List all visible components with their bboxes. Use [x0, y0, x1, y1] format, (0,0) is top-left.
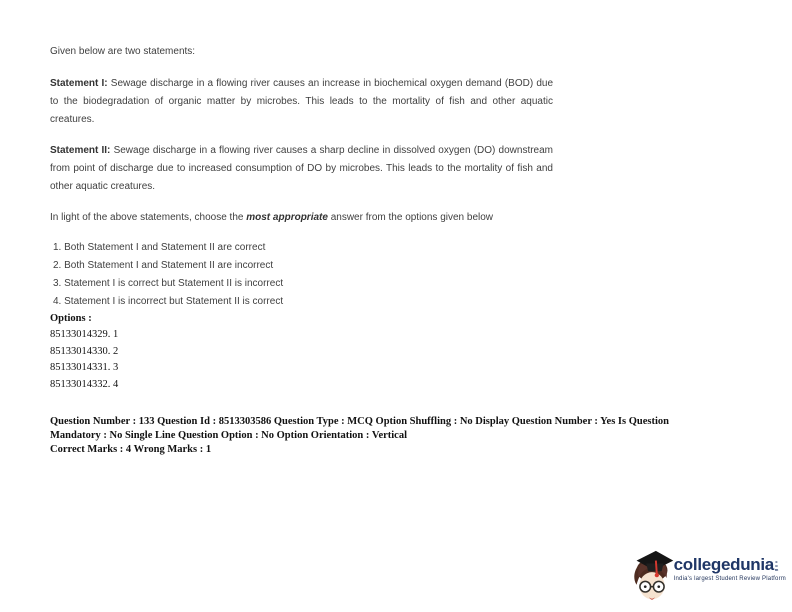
- closing-emphasis: most appropriate: [246, 212, 328, 223]
- question-metadata: Question Number : 133 Question Id : 8513303586 Question Type : MCQ Option Shuffling : No Display Question Number : Yes Is Question Mandatory : No Single Line Question Option : No Option Orientation : Vertical: [50, 416, 669, 441]
- answer-option-1-text: Both Statement I and Statement II are correct: [64, 242, 266, 253]
- statement-1-label: Statement I:: [50, 78, 108, 89]
- collegedunia-logo: [626, 546, 786, 606]
- answer-option-4-text: Statement I is incorrect but Statement II is correct: [64, 296, 284, 307]
- answer-option-2: [53, 257, 792, 275]
- answer-option-4: [53, 293, 792, 311]
- option-id-1: 85133014329. 1: [50, 329, 119, 340]
- options-heading: Options :: [50, 313, 92, 324]
- logo-brand-name: collegedunia: [673, 555, 774, 574]
- closing-paragraph: [50, 209, 553, 227]
- collegedunia-mascot-icon: [626, 548, 678, 606]
- marks-metadata: Correct Marks : 4 Wrong Marks : 1: [50, 444, 212, 455]
- logo-tagline: India's largest Student Review Platform: [673, 576, 786, 582]
- answer-option-3: [53, 275, 792, 293]
- answer-option-3-text: Statement I is correct but Statement II is incorrect: [64, 278, 284, 289]
- statement-2-text: Sewage discharge in a flowing river causes a sharp decline in dissolved oxygen (DO) downstream from point of discharge due to increased consumption of DO by microbes. This leads to the mortality of fish and other aquatic creatures.: [50, 145, 554, 192]
- closing-after: answer from the options given below: [327, 212, 494, 223]
- statement-1-paragraph: [50, 75, 553, 129]
- statement-2-label: Statement II:: [50, 145, 111, 156]
- options-id-section: [50, 311, 792, 393]
- answer-option-3-number: 3.: [53, 278, 62, 289]
- answer-option-4-number: 4.: [53, 296, 62, 307]
- statement-2-paragraph: [50, 142, 553, 196]
- option-id-2: 85133014330. 2: [50, 345, 119, 357]
- answer-option-2-text: Both Statement I and Statement II are incorrect: [64, 260, 274, 271]
- statement-1-text: Sewage discharge in a flowing river causes an increase in biochemical oxygen demand (BOD) due to the biodegradation of organic matter by microbes. This leads to the mortality of fish and other aquatic creatures.: [50, 78, 554, 125]
- logo-text-block: [674, 546, 786, 584]
- logo-brand-suffix: com: [773, 559, 779, 571]
- intro-text: Given below are two statements:: [50, 46, 196, 57]
- option-id-4: 85133014332. 4: [50, 378, 119, 390]
- answer-option-1: [53, 239, 792, 257]
- answer-options-list: [50, 239, 792, 311]
- answer-option-1-number: 1.: [53, 242, 62, 253]
- closing-before: In light of the above statements, choose the: [50, 212, 247, 223]
- option-id-3: 85133014331. 3: [50, 362, 119, 373]
- answer-option-2-number: 2.: [53, 260, 62, 271]
